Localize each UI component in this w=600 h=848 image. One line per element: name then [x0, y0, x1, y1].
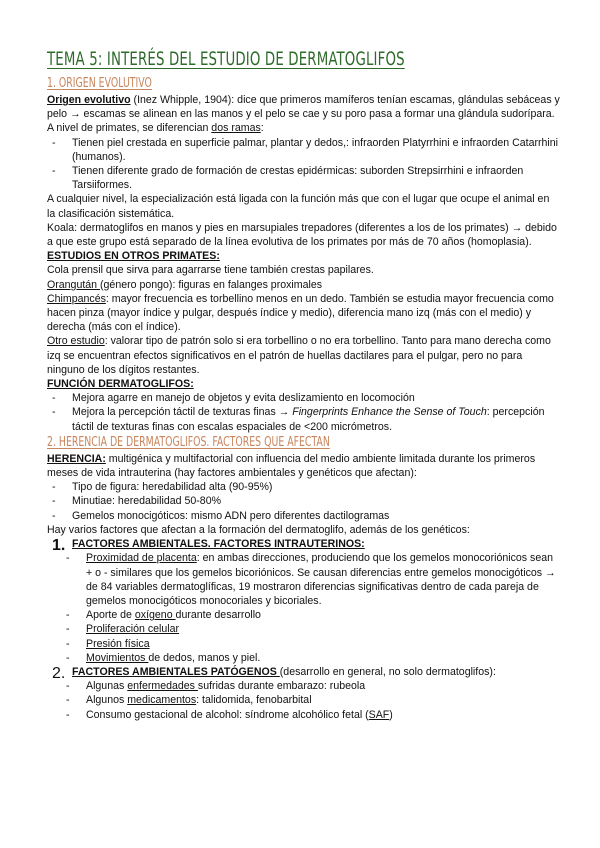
list-item: - Mejora agarre en manejo de objetos y evita deslizamiento en locomoción — [47, 391, 560, 405]
section-heading-herencia: 2. HERENCIA DE DERMATOGLIFOS. FACTORES QUE AFECTAN — [47, 434, 330, 450]
chimpances-text: : mayor frecuencia es torbellino menos en un dedo. También se estudia mayor frecuencia como hacen pinza (mayor índice y pulgar, después índice y medio), diferencia mano izq (más con el medio) y derecha (más con el índice). — [47, 292, 554, 334]
list-item — [61, 622, 560, 636]
factor-2-label: FACTORES AMBIENTALES PATÓGENOS — [72, 665, 280, 678]
enfermedades-term: enfermedades — [127, 680, 198, 693]
factor-1-list — [47, 551, 560, 665]
chimpances-term: Chimpancés — [47, 292, 106, 305]
list-item — [61, 651, 560, 665]
ramas-list — [47, 136, 560, 193]
factor-2-text: (desarrollo en general, no solo dermatoglifos): — [279, 665, 496, 678]
list-item — [61, 708, 560, 722]
alcohol-pre: Consumo gestacional de alcohol: síndrome alcohólico fetal ( — [86, 708, 369, 721]
factor-2-heading — [47, 664, 560, 682]
medicamentos-pre: Algunos — [86, 694, 128, 707]
paragraph-orangutan — [47, 278, 560, 292]
list-item: - Tienen piel crestada en superficie palmar, plantar y dedos,: infraorden Platyrrhini e infraorden Catarrhini (humanos). — [47, 136, 560, 164]
factor-2-number: 2. — [52, 664, 66, 682]
herencia-text: multigénica y multifactorial con influencia del medio ambiente limitada durante los primeros meses de vida intrauterina (hay factores ambientales y genéticos que afectan): — [47, 452, 536, 480]
orangutan-text: (género pongo): figuras en falanges proximales — [100, 278, 323, 291]
oxigeno-post: durante desarrollo — [175, 609, 261, 622]
list-item — [61, 679, 560, 693]
factor-1-number: 1. — [52, 537, 66, 555]
list-item: - Minutiae: heredabilidad 50-80% — [47, 494, 560, 508]
oxigeno-pre: Aporte de — [86, 609, 135, 622]
heading-funcion: FUNCIÓN DERMATOGLIFOS: — [47, 378, 194, 391]
paragraph-origen — [47, 93, 560, 121]
orangutan-term: Orangután — [47, 278, 101, 291]
list-item: - Tipo de figura: heredabilidad alta (90-95%) — [47, 480, 560, 494]
paragraph-herencia — [47, 452, 560, 480]
enfermedades-post: sufridas durante embarazo: rubeola — [197, 680, 366, 693]
paragraph-chimpances — [47, 292, 560, 335]
alcohol-post: ) — [389, 708, 393, 721]
paragraph-especializacion: A cualquier nivel, la especialización está ligada con la función más que con el lugar que ocupe el animal en la clasificación sistemática. — [47, 193, 550, 220]
movimientos-term: Movimientos — [86, 651, 149, 664]
oxigeno-term: oxígeno — [134, 609, 176, 622]
ramas-text: A nivel de primates, se diferencian — [47, 122, 212, 135]
paragraph-otro-estudio — [47, 334, 560, 377]
enfermedades-pre: Algunas — [86, 680, 128, 693]
list-item — [61, 608, 560, 622]
movimientos-text: de dedos, manos y piel. — [148, 651, 261, 664]
paragraph-koala: Koala: dermatoglifos en manos y pies en marsupiales trepadores (diferentes a los de los primates) → debido a que este grupo está separado de la línea evolutiva de los primates por más de 70 años (homoplasia). — [47, 221, 557, 249]
herencia-term: HERENCIA: — [47, 452, 106, 465]
factor-1-heading — [47, 537, 560, 555]
paragraph-cola: Cola prensil que sirva para agarrarse tiene también crestas papilares. — [47, 264, 374, 277]
medicamentos-post: : talidomida, fenobarbital — [196, 694, 312, 707]
factor-1-label: FACTORES AMBIENTALES. FACTORES INTRAUTERINOS: — [72, 538, 365, 551]
saf-term: SAF — [368, 708, 390, 721]
list-item: - Tienen diferente grado de formación de crestas epidérmicas: suborden Strepsirrhini e infraorden Tarsiiformes. — [47, 164, 560, 192]
otro-estudio-term: Otro estudio — [47, 335, 105, 348]
ramas-colon: : — [260, 122, 264, 135]
ramas-term: dos ramas — [211, 122, 261, 135]
paragraph-ramas — [47, 121, 560, 135]
funcion-list — [47, 391, 560, 434]
paragraph-varios-factores: Hay varios factores que afectan a la formación del dermatoglifo, además de los genéticos: — [47, 523, 470, 536]
herencia-list — [47, 480, 560, 523]
list-item — [61, 551, 560, 608]
list-item — [61, 637, 560, 651]
funcion-text: Mejora la percepción táctil de texturas finas → — [72, 406, 293, 419]
funcion-text-end: : percepción táctil de texturas finas con escalas espaciales de <200 micrómetros. — [72, 406, 545, 433]
list-item — [47, 405, 560, 433]
proliferacion-term: Proliferación celular — [86, 623, 180, 636]
section-heading-origen: 1. ORIGEN EVOLUTIVO — [47, 76, 152, 91]
medicamentos-term: medicamentos — [127, 694, 197, 707]
list-item: - Gemelos monocigóticos: mismo ADN pero diferentes dactilogramas — [47, 509, 560, 523]
placenta-text: : en ambas direcciones, produciendo que los gemelos monocoriónicos sean + o - similares que los gemelos bicoriónicos. Se causan diferencias entre gemelos monocigóticos → de 84 variables dermatoglíficas, 19 mostraron diferencias significativas dentro de cada pareja de gemelos monocigóticos monocoriales y bicoriales. — [86, 552, 556, 607]
factor-2-list — [47, 679, 560, 722]
otro-estudio-text: : valorar tipo de patrón solo si era torbellino o no era torbellino. Tanto para mano derecha como izq se encuentran efectos significativos en el patrón de huellas dactilares para el pulgar, pero no para ninguno de los dígitos restantes. — [47, 335, 551, 376]
presion-term: Presión física — [86, 637, 150, 650]
origen-text: (Inez Whipple, 1904): dice que primeros mamíferos tenían escamas, glándulas sebáceas y pelo → escamas se alinean en las manos y el pelo se cae y su poro pasa a formar una glándula sudorípara. — [47, 94, 560, 121]
list-item — [61, 693, 560, 707]
heading-otros-primates: ESTUDIOS EN OTROS PRIMATES: — [47, 250, 220, 263]
origen-term: Origen evolutivo — [47, 94, 131, 106]
placenta-term: Proximidad de placenta — [86, 552, 197, 565]
funcion-citation: Fingerprints Enhance the Sense of Touch — [292, 406, 487, 419]
page-title: TEMA 5: INTERÉS DEL ESTUDIO DE DERMATOGLIFOS — [47, 48, 405, 70]
